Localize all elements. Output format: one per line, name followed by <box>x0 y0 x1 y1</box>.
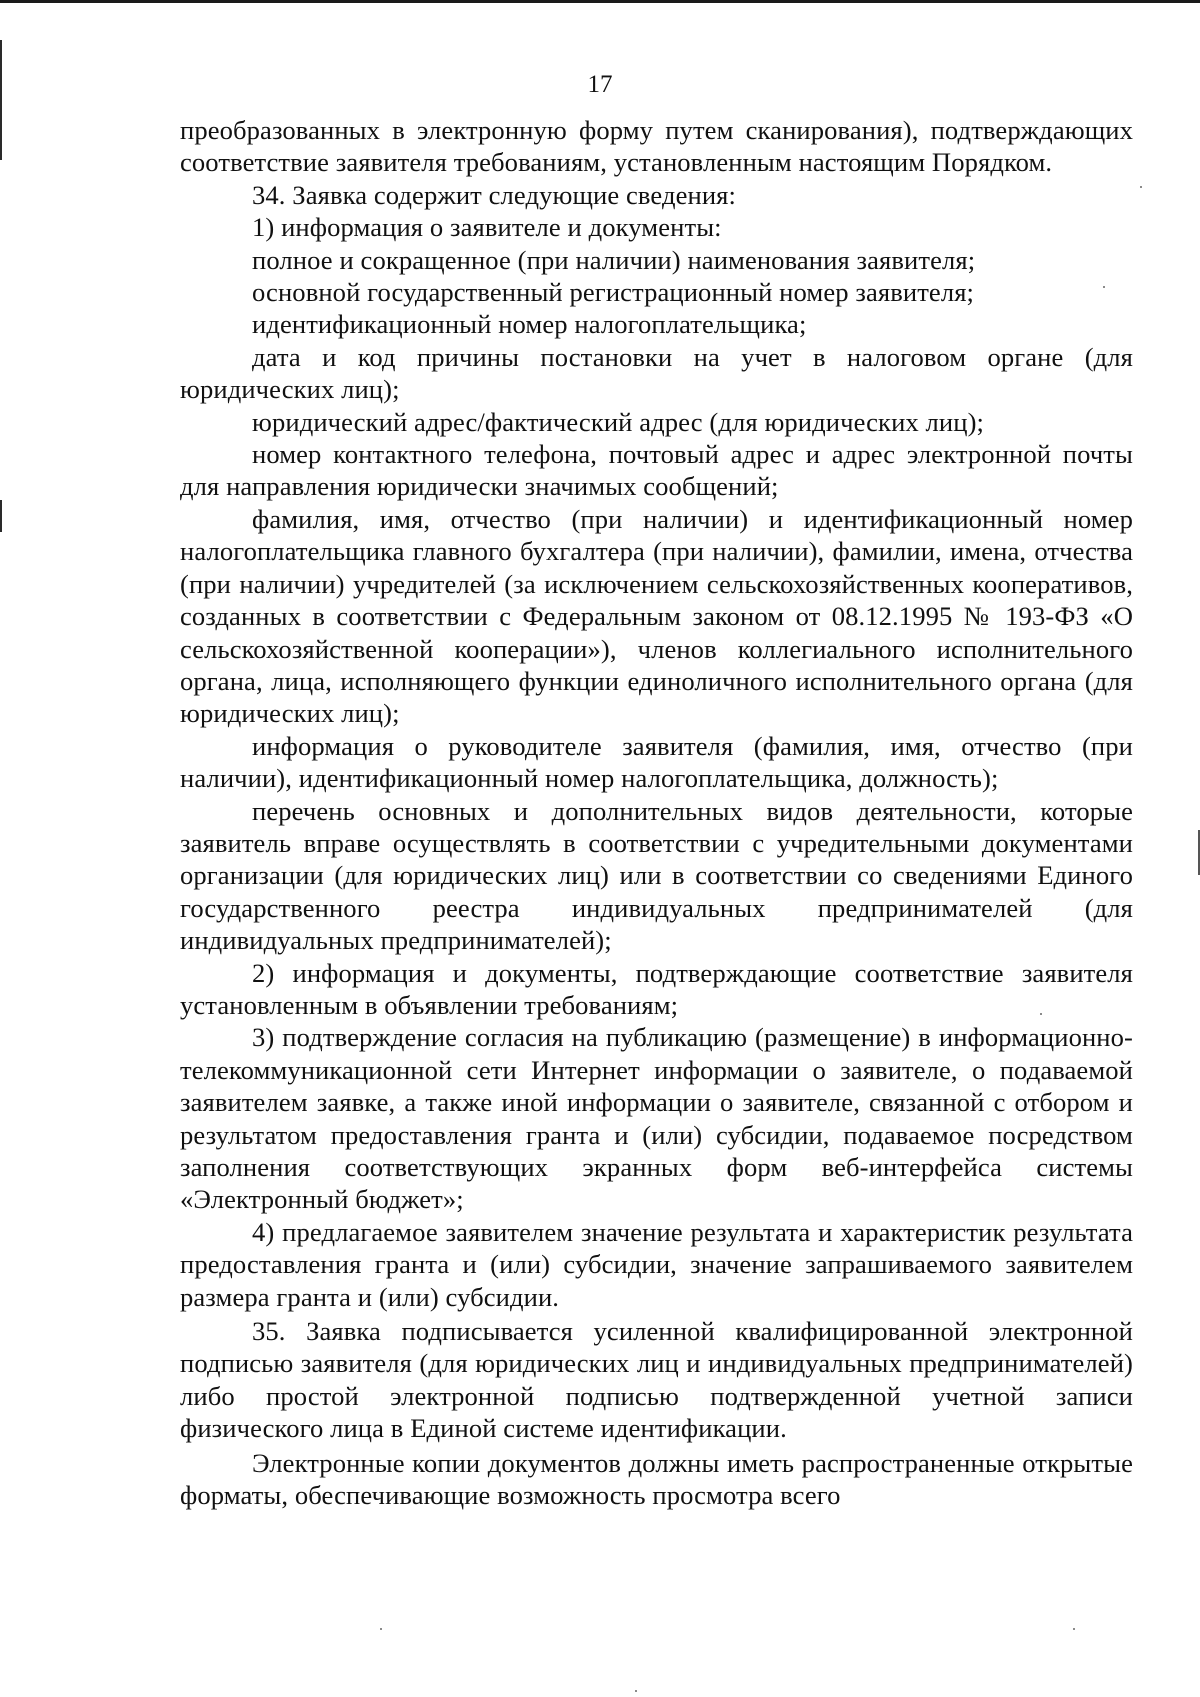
paragraph-head: информация о руководителе заявителя (фамилия, имя, отчество (при наличии), идентификационный номер налогоплательщика, должность); <box>180 730 1133 794</box>
paragraph-kpp: дата и код причины постановки на учет в налоговом органе (для юридических лиц); <box>180 341 1133 405</box>
paragraph-ogrn: основной государственный регистрационный номер заявителя; <box>252 277 975 308</box>
paragraph-item-3: 3) подтверждение согласия на публикацию (размещение) в информационно-телекоммуникационной сети Интернет информации о заявителе, о подаваемой заявителем заявке, а также иной информации о заявителе, связанной с отбором и результатом предоставления гранта и (или) субсидии, подаваемое посредством заполнения соответствующих экранных форм веб-интерфейса системы «Электронный бюджет»; <box>180 1022 1133 1215</box>
paragraph-inn: идентификационный номер налогоплательщика; <box>252 309 807 340</box>
scan-edge-top <box>0 0 1200 3</box>
paragraph-item-1: 1) информация о заявителе и документы: <box>252 212 722 243</box>
paragraph-persons: фамилия, имя, отчество (при наличии) и идентификационный номер налогоплательщика главного бухгалтера (при наличии), фамилии, имена, отчества (при наличии) учредителей (за исключением сельскохозяйственных кооперативов, созданных в соответствии с Федеральным законом от 08.12.1995 № 193-ФЗ «О сельскохозяйственной кооперации»), членов коллегиального исполнительного органа, лица, исполняющего функции единоличного исполнительного органа (для юридических лиц); <box>180 503 1133 729</box>
paragraph-contacts: номер контактного телефона, почтовый адрес и адрес электронной почты для направления юридически значимых сообщений; <box>180 439 1133 502</box>
paragraph-item-2: 2) информация и документы, подтверждающие соответствие заявителя установленным в объявлении требованиям; <box>180 957 1133 1020</box>
scan-speck <box>1073 1628 1075 1630</box>
scan-speck <box>1140 186 1142 188</box>
paragraph-activities: перечень основных и дополнительных видов деятельности, которые заявитель вправе осуществлять в соответствии с учредительными документами организации (для юридических лиц) или в соответствии со сведениями Единого государственного реестра индивидуальных предпринимателей (для индивидуальных предпринимателей); <box>180 795 1133 956</box>
paragraph-names: полное и сокращенное (при наличии) наименования заявителя; <box>252 244 976 275</box>
paragraph-clause-35: 35. Заявка подписывается усиленной квалифицированной электронной подписью заявителя (для юридических лиц и индивидуальных предпринимателей) либо простой электронной подписью подтвержденной учетной записи физического лица в Единой системе идентификации. <box>180 1316 1133 1444</box>
paragraph-address: юридический адрес/фактический адрес (для юридических лиц); <box>252 406 985 437</box>
paragraph-clause-34: 34. Заявка содержит следующие сведения: <box>252 179 736 210</box>
scan-edge-mark <box>0 40 2 160</box>
scan-edge-mark <box>0 500 2 532</box>
scan-speck <box>635 1690 637 1692</box>
paragraph-electronic-copies: Электронные копии документов должны иметь распространенные открытые форматы, обеспечивающие возможность просмотра всего <box>180 1447 1133 1511</box>
scan-speck <box>380 1628 382 1630</box>
document-body <box>180 114 1133 1511</box>
page-number: 17 <box>587 71 613 98</box>
paragraph-continuation: преобразованных в электронную форму путем сканирования), подтверждающих соответствие заявителя требованиям, установленным настоящим Порядком. <box>180 115 1133 178</box>
paragraph-item-4: 4) предлагаемое заявителем значение результата и характеристик результата предоставления гранта и (или) субсидии, значение запрашиваемого заявителем размера гранта и (или) субсидии. <box>180 1216 1133 1312</box>
